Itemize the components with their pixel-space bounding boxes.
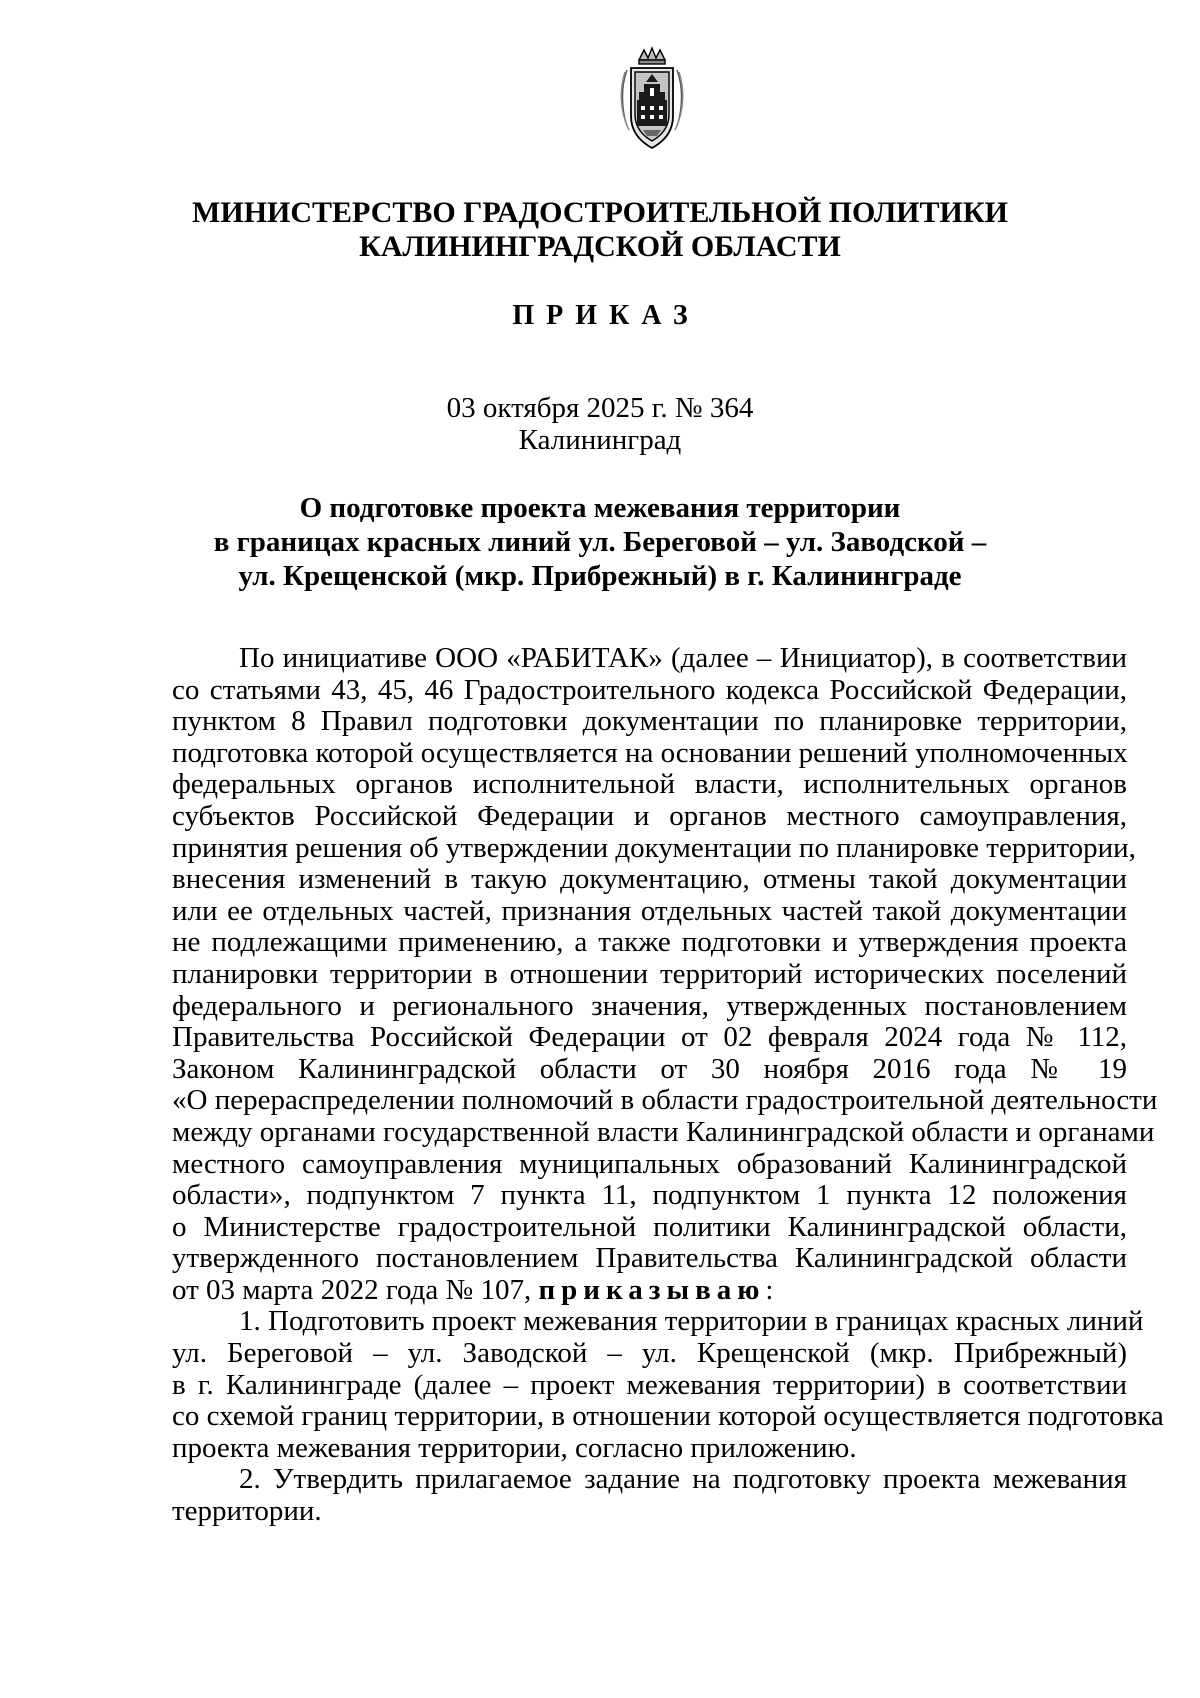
city: Калининград bbox=[518, 424, 682, 456]
document-type: ПРИКАЗ bbox=[512, 300, 700, 331]
item1-line: со схемой границ территории, в отношении которой осуществляется подготовка bbox=[172, 1400, 1164, 1433]
ministry-title bbox=[0, 196, 1200, 264]
item1-line: проекта межевания территории, согласно приложению. bbox=[172, 1431, 857, 1464]
preamble-line: со статьями 43, 45, 46 Градостроительного кодекса Российской Федерации, bbox=[172, 673, 1127, 706]
preamble-line: местного самоуправления муниципальных образований Калининградской bbox=[172, 1147, 1127, 1180]
item2-line: 2. Утвердить прилагаемое задание на подготовку проекта межевания bbox=[239, 1463, 1127, 1496]
preamble-line: По инициативе ООО «РАБИТАК» (далее – Инициатор), в соответствии bbox=[239, 642, 1127, 674]
preamble-line: подготовка которой осуществляется на основании решений уполномоченных bbox=[172, 736, 1128, 769]
preamble-final-line bbox=[172, 1275, 1127, 1307]
date-number-block bbox=[0, 392, 1200, 456]
preamble-line: федерального и регионального значения, утвержденных постановлением bbox=[172, 989, 1127, 1022]
preamble-line: принятия решения об утверждении документации по планировке территории, bbox=[172, 831, 1136, 864]
subject-line3: ул. Крещенской (мкр. Прибрежный) в г. Калининграде bbox=[238, 560, 962, 592]
item1-line: ул. Береговой – ул. Заводской – ул. Крещенской (мкр. Прибрежный) bbox=[172, 1337, 1127, 1370]
item1-line: в г. Калининграде (далее – проект межевания территории) в соответствии bbox=[172, 1368, 1127, 1401]
ministry-title-line2: КАЛИНИНГРАДСКОЙ ОБЛАСТИ bbox=[359, 230, 841, 263]
item1-line: 1. Подготовить проект межевания территории в границах красных линий bbox=[239, 1305, 1144, 1338]
subject-line1: О подготовке проекта межевания территории bbox=[299, 492, 901, 524]
preamble-line: не подлежащими применению, а также подготовки и утверждения проекта bbox=[172, 926, 1127, 959]
preamble-line: утвержденного постановлением Правительства Калининградской области bbox=[172, 1242, 1127, 1275]
preamble-line: субъектов Российской Федерации и органов местного самоуправления, bbox=[172, 799, 1127, 832]
preamble-line: планировки территории в отношении территорий исторических поселений bbox=[172, 957, 1127, 990]
preamble-line: о Министерстве градостроительной политики Калининградской области, bbox=[172, 1210, 1127, 1243]
preamble-line: «О перераспределении полномочий в области градостроительной деятельности bbox=[172, 1084, 1158, 1117]
preamble-line: между органами государственной власти Калининградской области и органами bbox=[172, 1115, 1155, 1148]
order-word: приказываю bbox=[538, 1273, 766, 1306]
preamble-final-text: от 03 марта 2022 года № 107, bbox=[172, 1273, 532, 1306]
ministry-title-line1: МИНИСТЕРСТВО ГРАДОСТРОИТЕЛЬНОЙ ПОЛИТИКИ bbox=[192, 196, 1008, 229]
preamble-line: или ее отдельных частей, признания отдельных частей такой документации bbox=[172, 894, 1127, 927]
preamble-line: Законом Калининградской области от 30 ноября 2016 года № 19 bbox=[172, 1052, 1127, 1085]
preamble-line: Правительства Российской Федерации от 02 февраля 2024 года № 112, bbox=[172, 1021, 1127, 1054]
preamble-line: области», подпунктом 7 пункта 11, подпунктом 1 пункта 12 положения bbox=[172, 1179, 1127, 1212]
preamble-line: федеральных органов исполнительной власти, исполнительных органов bbox=[172, 768, 1127, 801]
coat-of-arms-icon bbox=[617, 46, 687, 154]
preamble-line: внесения изменений в такую документацию, отмены такой документации bbox=[172, 863, 1127, 896]
order-body bbox=[172, 642, 1164, 1528]
subject-line2: в границах красных линий ул. Береговой – ул. Заводской – bbox=[213, 526, 987, 558]
date-number: 03 октября 2025 г. № 364 bbox=[446, 392, 754, 424]
order-word-suffix: : bbox=[765, 1273, 774, 1306]
preamble-line: пунктом 8 Правил подготовки документации по планировке территории, bbox=[172, 705, 1127, 738]
order-subject bbox=[0, 491, 1200, 593]
item2-line: территории. bbox=[172, 1495, 322, 1528]
